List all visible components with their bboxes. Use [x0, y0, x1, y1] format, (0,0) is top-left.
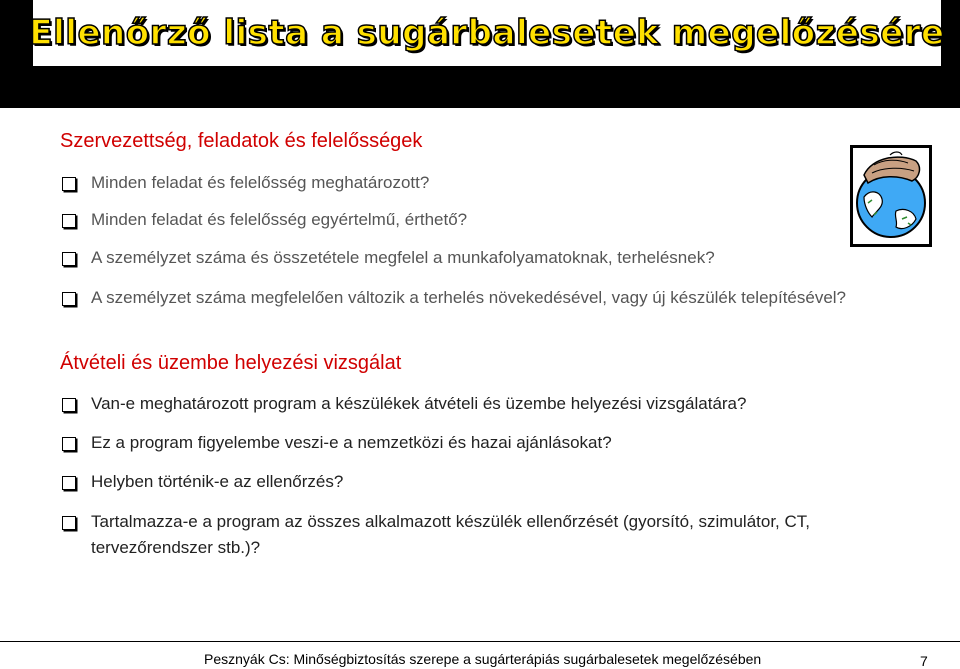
list-item — [60, 170, 900, 196]
footer-text: Pesznyák Cs: Minőségbiztosítás szerepe a sugárterápiás sugárbalesetek megelőzésében — [204, 651, 762, 667]
list-item — [60, 391, 900, 417]
checkbox-icon — [62, 476, 76, 490]
list-item — [60, 430, 900, 456]
checkbox-icon — [62, 177, 76, 191]
checkbox-icon — [62, 398, 76, 412]
footer — [0, 641, 960, 669]
list-item — [60, 245, 900, 271]
globe-icon — [850, 145, 932, 247]
list-item — [60, 285, 900, 311]
page-number: 7 — [920, 653, 928, 669]
section-heading-organization: Szervezettség, feladatok és felelősségek — [60, 130, 423, 152]
list-item-text: Tartalmazza-e a program az összes alkalmazott készülék ellenőrzését (gyorsító, szimulátor, CT, tervezőrendszer stb.)? — [91, 512, 810, 557]
checkbox-icon — [62, 437, 76, 451]
list-item-text: Van-e meghatározott program a készülékek átvételi és üzembe helyezési vizsgálatára? — [91, 394, 747, 413]
list-item-text: Minden feladat és felelősség meghatározott? — [91, 173, 430, 192]
section-heading-acceptance: Átvételi és üzembe helyezési vizsgálat — [60, 352, 402, 374]
checkbox-icon — [62, 252, 76, 266]
list-item-text: A személyzet száma megfelelően változik a terhelés növekedésével, vagy új készülék telepítésével? — [91, 288, 847, 307]
checkbox-icon — [62, 292, 76, 306]
title-box — [29, 0, 945, 66]
checkbox-icon — [62, 214, 76, 228]
list-item-text: Helyben történik-e az ellenőrzés? — [91, 472, 344, 491]
list-item — [60, 469, 900, 495]
list-item — [60, 509, 900, 561]
slide-title: Ellenőrző lista a sugárbalesetek megelőzésére — [29, 13, 945, 53]
list-item-text: A személyzet száma és összetétele megfelel a munkafolyamatoknak, terhelésnek? — [91, 248, 715, 267]
list-item — [60, 207, 900, 233]
list-item-text: Minden feladat és felelősség egyértelmű, érthető? — [91, 210, 468, 229]
checkbox-icon — [62, 516, 76, 530]
list-item-text: Ez a program figyelembe veszi-e a nemzetközi és hazai ajánlásokat? — [91, 433, 612, 452]
